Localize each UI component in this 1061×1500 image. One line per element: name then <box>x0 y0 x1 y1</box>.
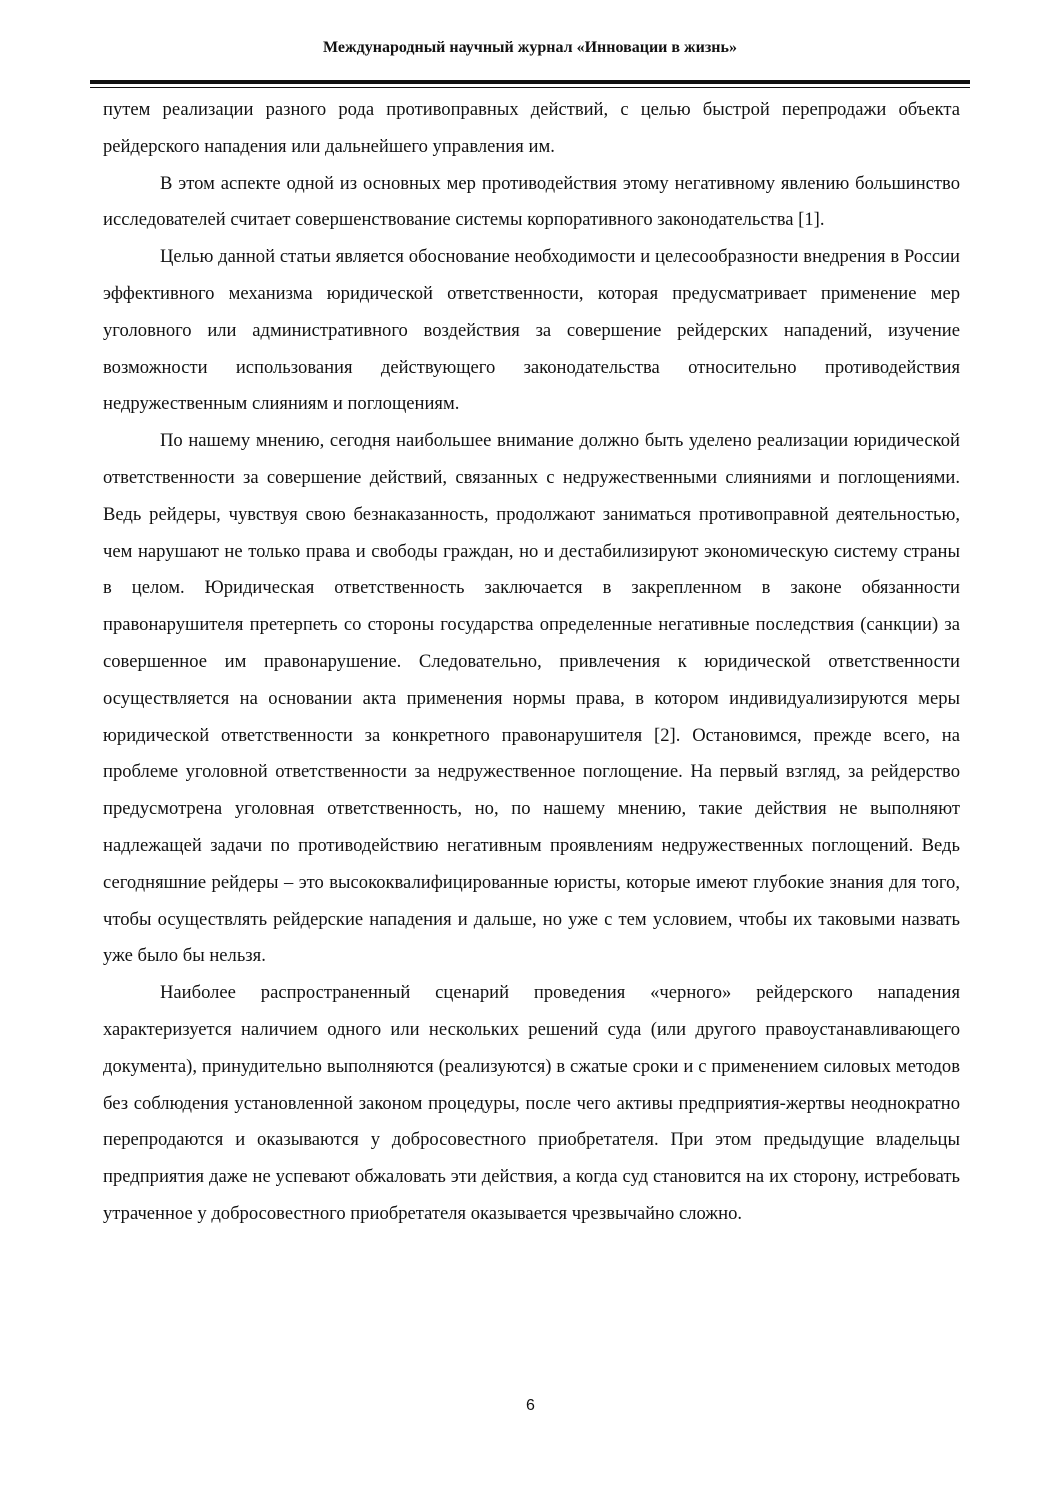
header-rule-thick <box>90 80 970 84</box>
page-number: 6 <box>526 1397 535 1414</box>
journal-header: Международный научный журнал «Инновации в жизнь» <box>323 39 737 56</box>
paragraph: По нашему мнению, сегодня наибольшее внимание должно быть уделено реализации юридической ответственности за совершение действий, связанных с недружественными слияниями и поглощениями. Ведь рейдеры, чувствуя свою безнаказанность, продолжают заниматься противоправной деятельностью, чем нарушают не только права и свободы граждан, но и дестабилизируют экономическую систему страны в целом. Юридическая ответственность заключается в закрепленном в законе обязанности правонарушителя претерпеть со стороны государства определенные негативные последствия (санкции) за совершенное им правонарушение. Следовательно, привлечения к юридической ответственности осуществляется на основании акта применения нормы права, в котором индивидуализируются меры юридической ответственности за конкретного правонарушителя [2]. Остановимся, прежде всего, на проблеме уголовной ответственности за недружественное поглощение. На первый взгляд, за рейдерство предусмотрена уголовная ответственность, но, по нашему мнению, такие действия не выполняют надлежащей задачи по противодействию негативным проявлениям недружественных поглощений. Ведь сегодняшние рейдеры – это высококвалифицированные юристы, которые имеют глубокие знания для того, чтобы осуществлять рейдерские нападения и дальше, но уже с тем условием, чтобы их таковыми назвать уже было бы нельзя. <box>103 430 960 967</box>
paragraph: Наиболее распространенный сценарий проведения «черного» рейдерского нападения характеризуется наличием одного или нескольких решений суда (или другого правоустанавливающего документа), принудительно выполняются (реализуются) в сжатые сроки и с применением силовых методов без соблюдения установленной законом процедуры, после чего активы предприятия-жертвы неоднократно перепродаются и оказываются у добросовестного приобретателя. При этом предыдущие владельцы предприятия даже не успевают обжаловать эти действия, а когда суд становится на их сторону, истребовать утраченное у добросовестного приобретателя оказывается чрезвычайно сложно. <box>103 982 960 1224</box>
paragraph: В этом аспекте одной из основных мер противодействия этому негативному явлению большинство исследователей считает совершенствование системы корпоративного законодательства [1]. <box>103 172 960 231</box>
article-body <box>103 92 960 1233</box>
header-rule-thin <box>90 87 970 88</box>
paragraph: Целью данной статьи является обоснование необходимости и целесообразности внедрения в России эффективного механизма юридической ответственности, которая предусматривает применение мер уголовного или административного воздействия за совершение рейдерских нападений, изучение возможности использования действующего законодательства относительно противодействия недружественным слияниям и поглощениям. <box>103 246 960 415</box>
paragraph-continuation: путем реализации разного рода противоправных действий, с целью быстрой перепродажи объекта рейдерского нападения или дальнейшего управления им. <box>103 99 960 157</box>
